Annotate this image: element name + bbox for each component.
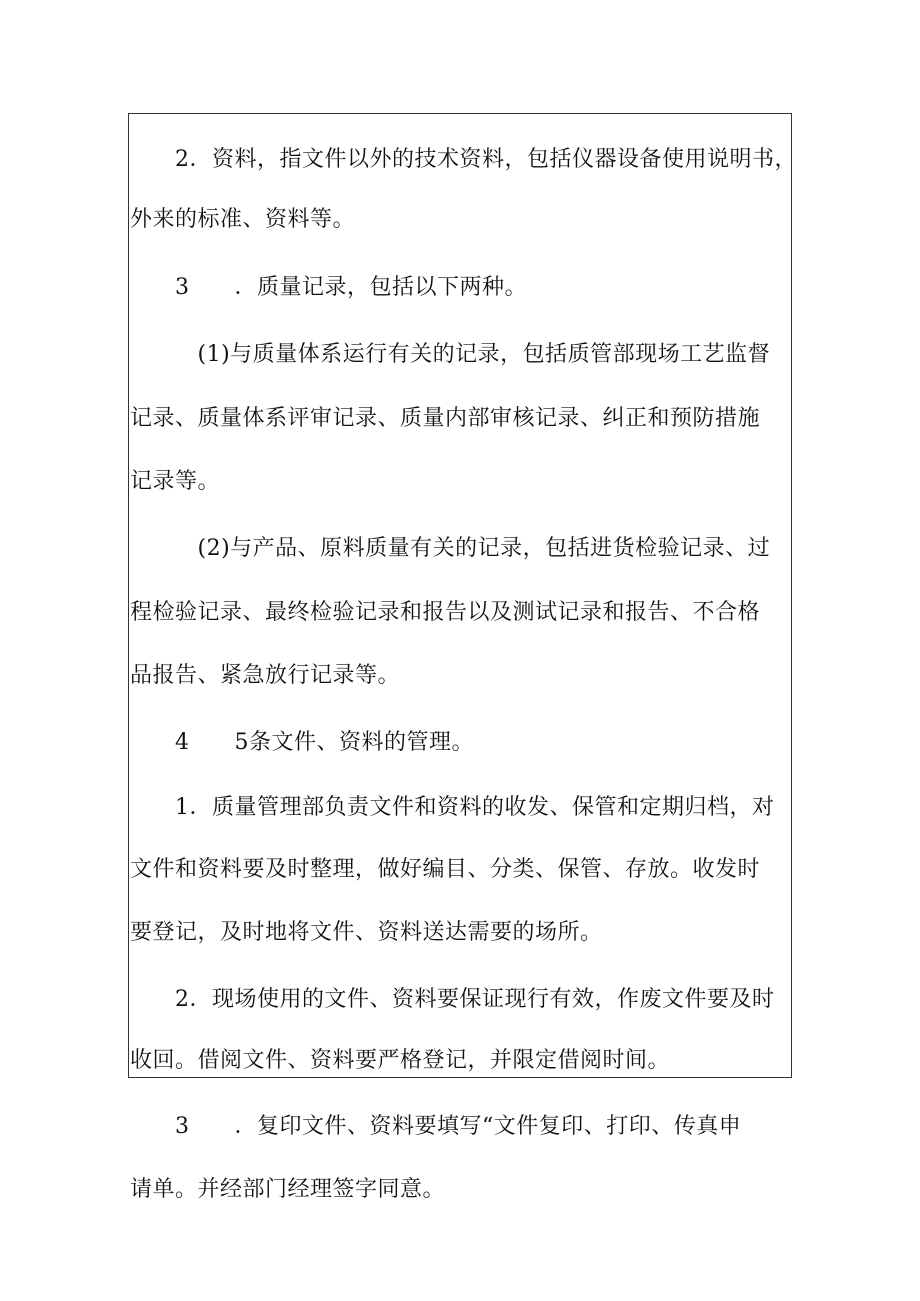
text-line: 1．质量管理部负责文件和资料的收发、保管和定期归档，对	[130, 795, 775, 820]
text-line: 4 5条文件、资料的管理。	[130, 730, 474, 755]
text-line: 2．现场使用的文件、资料要保证现行有效，作废文件要及时	[130, 987, 775, 1012]
text-line: 3 ．质量记录，包括以下两种。	[130, 275, 527, 300]
text-line: 记录、质量体系评审记录、质量内部审核记录、纠正和预防措施	[130, 406, 761, 431]
text-line: (2)与产品、原料质量有关的记录，包括进货检验记录、过	[130, 536, 771, 561]
text-line: 收回。借阅文件、资料要严格登记，并限定借阅时间。	[130, 1048, 671, 1073]
text-line: 品报告、紧急放行记录等。	[130, 663, 401, 688]
text-line: 请单。并经部门经理签字同意。	[130, 1177, 446, 1202]
text-line: 2．资料，指文件以外的技术资料，包括仪器设备使用说明书，	[130, 147, 797, 172]
text-line: 文件和资料要及时整理，做好编目、分类、保管、存放。收发时	[130, 857, 761, 882]
text-line: 3 ．复印文件、资料要填写“文件复印、打印、传真申	[130, 1114, 742, 1139]
text-line: 记录等。	[130, 469, 221, 494]
text-line: 外来的标准、资料等。	[130, 207, 356, 232]
text-line: 程检验记录、最终检验记录和报告以及测试记录和报告、不合格	[130, 600, 761, 625]
text-line: 要登记，及时地将文件、资料送达需要的场所。	[130, 920, 603, 945]
text-line: (1)与质量体系运行有关的记录，包括质管部现场工艺监督	[130, 342, 771, 367]
